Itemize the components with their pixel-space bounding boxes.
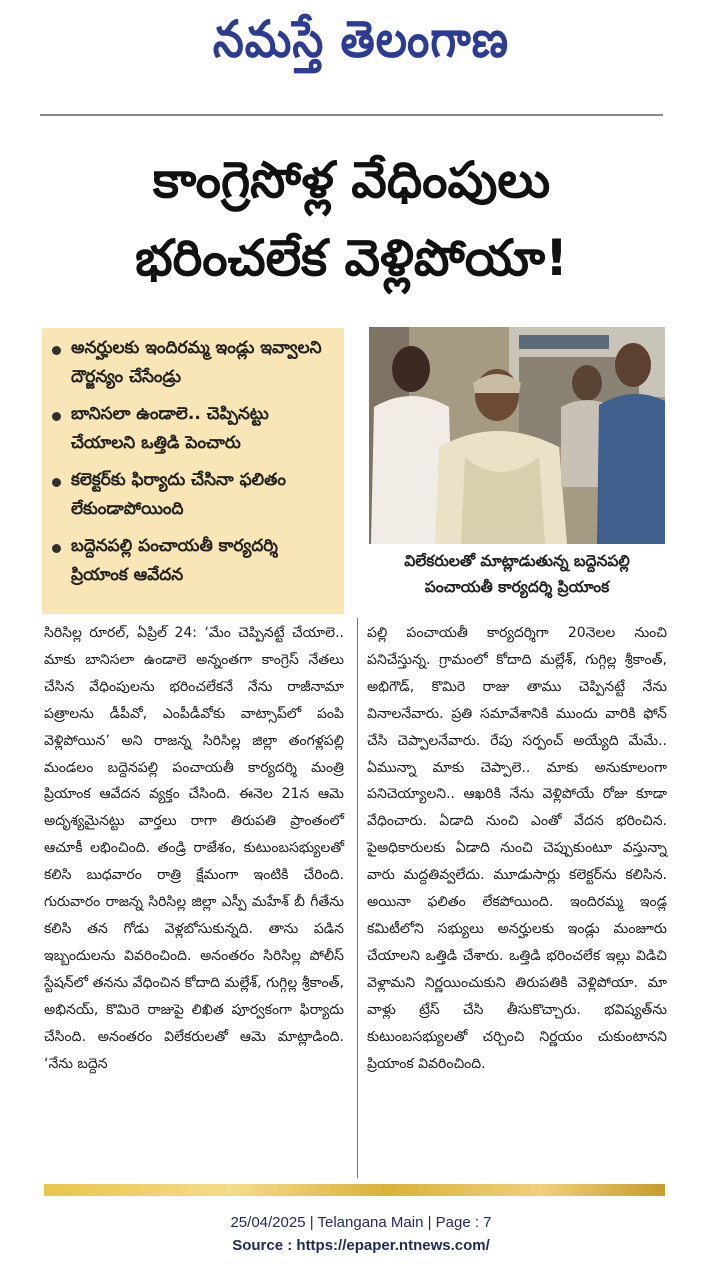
highlights-box	[42, 328, 344, 614]
headline-line2: భరించలేక వెళ్లిపోయా!	[135, 229, 568, 287]
footer-source: Source : https://epaper.ntnews.com/	[232, 1237, 490, 1254]
highlight-item	[52, 334, 336, 392]
highlight-item	[52, 532, 336, 590]
highlight-item	[52, 400, 336, 458]
bullet-icon	[52, 412, 61, 421]
highlight-text: బద్దెనపల్లి పంచాయతీ కార్యదర్శి ప్రియాంక ఆవేదన	[71, 536, 278, 585]
highlight-text: కలెక్టర్‌కు ఫిర్యాదు చేసినా ఫలితం లేకుండాపోయింది	[71, 470, 286, 519]
highlight-text: బానిసలా ఉండాలె.. చెప్పినట్టు చేయాలని ఒత్తిడి పెంచారు	[71, 404, 269, 453]
highlight-item	[52, 466, 336, 524]
column-divider	[357, 618, 358, 1178]
caption-line: పంచాయతీ కార్యదర్శి ప్రియాంక	[424, 578, 610, 596]
headline-line1: కాంగ్రెసోళ్ల వేధింపులు	[152, 151, 551, 209]
masthead	[0, 0, 722, 92]
article-column-1: సిరిసిల్ల రూరల్‌, ఏప్రిల్‌ 24: ‘మేం చెప్పినట్టే చేయాలె.. మాకు బానిసలా ఉండాలె అన్నంతగా కాంగ్రెస్‌ నేతలు చేసిన వేధింపులను భరించలేకనే నేను రాజీనామా పత్రాలను డీపీవో, ఎంపీడీవోకు వాట్సాప్‌లో పంపి వెళ్లిపోయిన’ అని రాజన్న సిరిసిల్ల జిల్లా తంగళ్లపల్లి మండలం బద్దెనపల్లి పంచాయతీ కార్యదర్శి మంత్రి ప్రియాంక ఆవేదన వ్యక్తం చేసింది. ఈనెల 21న ఆమె అదృశ్యమైనట్టు వార్తలు రాగా తిరుపతి ప్రాంతంలో ఆచూకీ లభించింది. తండ్రి రాజేశం, కుటుంబసభ్యులతో కలిసి బుధవారం రాత్రి క్షేమంగా ఇంటికి చేరింది. గురువారం రాజన్న సిరిసిల్ల జిల్లా ఎస్పీ మహేశ్‌ బీ గీతేను కలిసి తన గోడు వెళ్లబోసుకున్నది. తాను పడిన ఇబ్బందులను వివరించింది. అనంతరం సిరిసిల్ల పోలీస్‌ స్టేషన్‌లో తనను వేధించిన కోదాది మల్లేశ్‌, గుగ్గిల్ల శ్రీకాంత్‌, అభినయ్‌, కొమిరె రాజుపై లిఖిత పూర్వకంగా ఫిర్యాదు చేసింది. అనంతరం విలేకరులతో ఆమె మాట్లాడింది. ‘నేను బద్దెన	[44, 625, 344, 1072]
header-divider	[40, 114, 663, 116]
news-photo	[369, 327, 665, 544]
article-column-2: పల్లి పంచాయతీ కార్యదర్శిగా 20నెలల నుంచి పనిచేస్తున్న. గ్రామంలో కోదాది మల్లేశ్‌, గుగ్గిల్ల శ్రీకాంత్‌, అభిగౌడ్‌, కొమిరె రాజు తాము చెప్పినట్టే నేను వినాలనేవారు. ప్రతి సమావేశానికి ముందు వారికి ఫోన్‌ చేసి చెప్పాలనేవారు. రేపు సర్పంచ్‌ అయ్యేది మేమే.. ఏమున్నా మాకు చెప్పాలె.. మాకు అనుకూలంగా పనిచెయ్యాలని.. ఆఖరికి నేను వెళ్లిపోయే రోజు కూడా వేధించారు. ఏడాది నుంచి ఎంతో వేదన భరించిన. పైఅధికారులకు ఏడాది నుంచి చెప్పుకుంటూ వస్తున్నా వారు మద్దతివ్వలేదు. మూడుసార్లు కలెక్టర్‌ను కలిసిన. అయినా ఫలితం లేకపోయింది. ఇందిరమ్మ ఇండ్ల కమిటీలోని సభ్యులు అనర్హులకు ఇండ్లు మంజూరు చేయాలని ఒత్తిడి చేశారు. ఒత్తిడి భరించలేక ఇల్లు విడిచి వెళ్లామని నిర్ణయించుకుని తిరుపతికి వెళ్లిపోయా. మా వాళ్లు ట్రేస్‌ చేసి తీసుకొచ్చారు. భవిష్యత్‌ను కుటుంబసభ్యులతో చర్చించి నిర్ణయం చుకుంటానని ప్రియాంక వివరించింది.	[367, 625, 667, 1072]
caption-line: విలేకరులతో మాట్లాడుతున్న బద్దెనపల్లి	[404, 552, 630, 570]
highlight-text: అనర్హులకు ఇందిరమ్మ ఇండ్లు ఇవ్వాలని దౌర్జన్యం చేసేండ్రు	[71, 338, 322, 387]
bullet-icon	[52, 346, 61, 355]
bottom-image-strip	[44, 1184, 665, 1196]
masthead-logo: నమస్తే తెలంగాణ	[212, 10, 510, 69]
photo-caption	[369, 548, 665, 600]
bullet-icon	[52, 544, 61, 553]
bullet-icon	[52, 478, 61, 487]
footer-date-edition: 25/04/2025 | Telangana Main | Page : 7	[230, 1214, 492, 1231]
